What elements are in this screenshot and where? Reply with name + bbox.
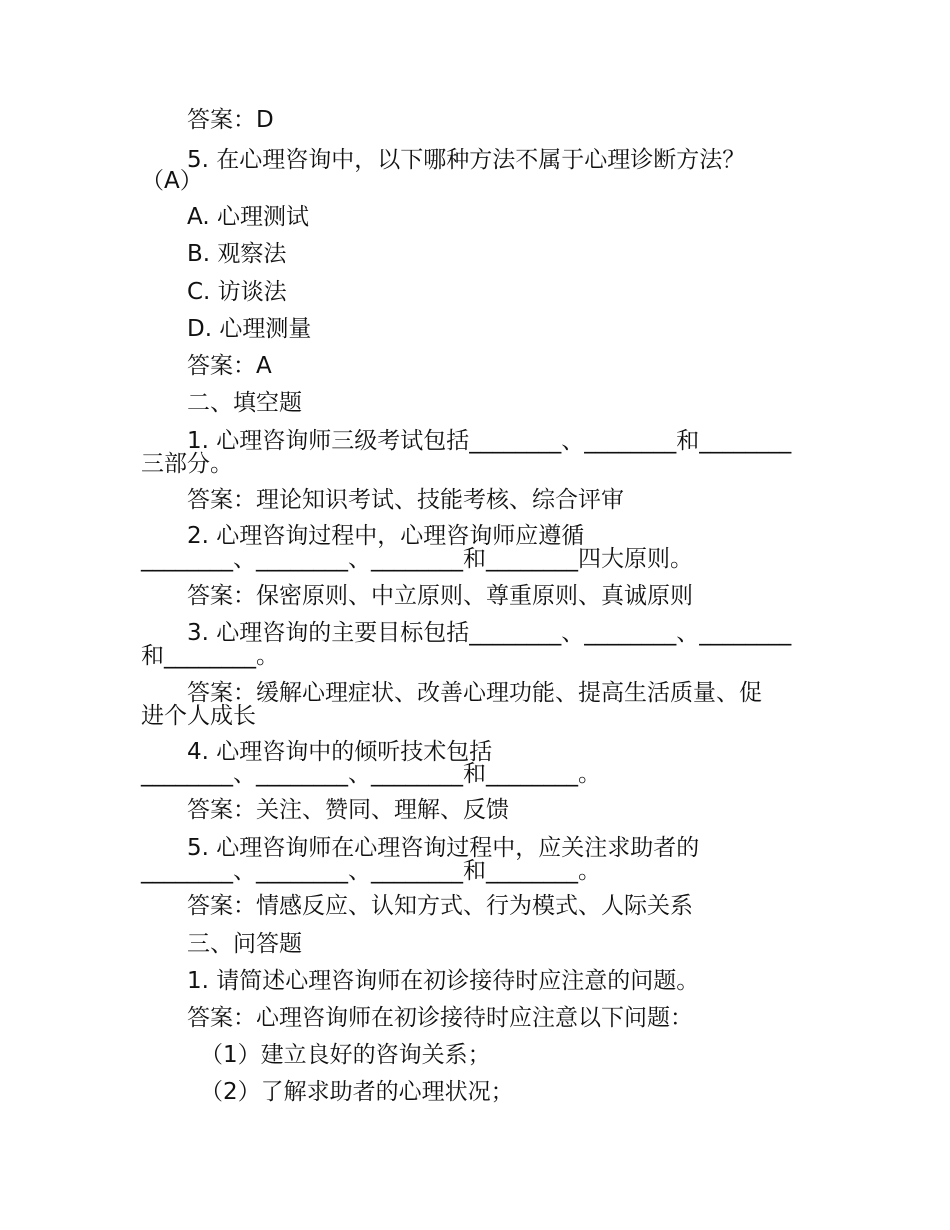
fill-3-answer-line2: 进个人成长 [141,703,256,729]
fill-3-line1: 3. 心理咨询的主要目标包括________、________、________ [187,620,792,646]
qa-1-point-2: （2）了解求助者的心理状况； [200,1079,514,1105]
option-a: A. 心理测试 [187,204,309,230]
fill-3-line2: 和________。 [141,643,279,669]
question-5-line1: 5. 在心理咨询中，以下哪种方法不属于心理诊断方法？ [187,147,746,173]
option-b: B. 观察法 [187,241,287,267]
fill-4-line2: ________、________、________和________。 [141,761,601,787]
section-fill-in-heading: 二、填空题 [187,390,302,416]
fill-2-answer: 答案：保密原则、中立原则、尊重原则、真诚原则 [187,583,693,609]
fill-1-line1: 1. 心理咨询师三级考试包括________、________和________ [187,428,792,454]
fill-4-answer: 答案：关注、赞同、理解、反馈 [187,797,509,823]
answer-q5: 答案：A [187,353,272,379]
qa-1-answer-intro: 答案：心理咨询师在初诊接待时应注意以下问题： [187,1005,693,1031]
fill-4-line1: 4. 心理咨询中的倾听技术包括 [187,739,493,765]
fill-5-line2: ________、________、________和________。 [141,858,601,884]
fill-1-answer: 答案：理论知识考试、技能考核、综合评审 [187,487,624,513]
fill-3-answer-line1: 答案：缓解心理症状、改善心理功能、提高生活质量、促 [187,680,762,706]
fill-2-line1: 2. 心理咨询过程中，心理咨询师应遵循 [187,523,585,549]
qa-1-point-1: （1）建立良好的咨询关系； [200,1042,491,1068]
option-d: D. 心理测量 [187,316,312,342]
section-qa-heading: 三、问答题 [187,931,302,957]
fill-5-line1: 5. 心理咨询师在心理咨询过程中，应关注求助者的 [187,835,700,861]
fill-2-line2: ________、________、________和________四大原则。 [141,546,693,572]
option-c: C. 访谈法 [187,279,287,305]
qa-1-question: 1. 请简述心理咨询师在初诊接待时应注意的问题。 [187,968,700,994]
fill-1-line2: 三部分。 [141,451,233,477]
fill-5-answer: 答案：情感反应、认知方式、行为模式、人际关系 [187,893,693,919]
answer-q4: 答案：D [187,107,274,133]
question-5-line2: （A） [141,168,203,194]
